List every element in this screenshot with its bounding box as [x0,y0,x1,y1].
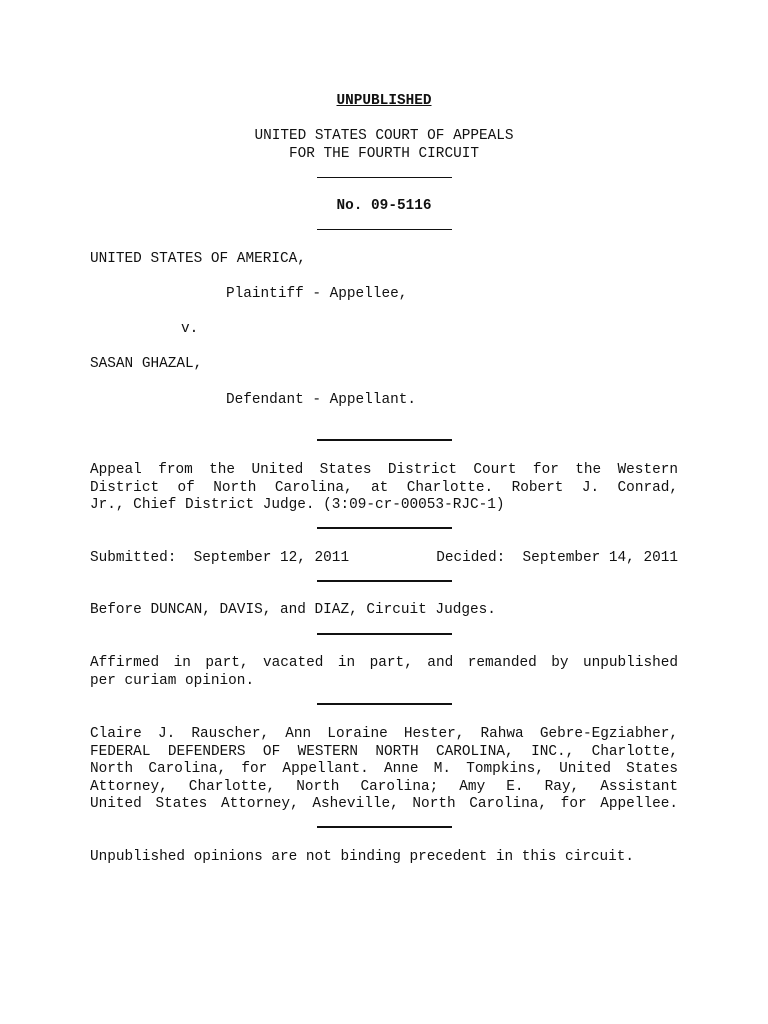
counsel-line: United States Attorney, Asheville, North Carolina, for Appellee. [90,796,678,813]
appeal-line: Appeal from the United States District Court for the Western [90,462,678,478]
divider-rule [317,177,452,178]
counsel-line: FEDERAL DEFENDERS OF WESTERN NORTH CAROLINA, INC., Charlotte, [90,743,678,760]
court-name-line1: UNITED STATES COURT OF APPEALS [254,128,514,144]
counsel-line: North Carolina, for Appellant. Anne M. Tompkins, United States [90,761,678,778]
case-number: No. 09-5116 [336,198,432,214]
dates-row [90,550,678,568]
disposition-line: per curiam opinion. [90,672,255,689]
plaintiff-name: UNITED STATES OF AMERICA, [90,251,306,267]
divider-rule [317,229,452,230]
appeal-line: Jr., Chief District Judge. (3:09-cr-00053-RJC-1) [90,497,505,514]
counsel-line: Attorney, Charlotte, North Carolina; Amy E. Ray, Assistant [90,778,678,795]
court-name-line2: FOR THE FOURTH CIRCUIT [289,146,479,162]
appeal-line: District of North Carolina, at Charlotte. Robert J. Conrad, [90,479,678,496]
divider-rule [317,580,452,582]
precedent-notice: Unpublished opinions are not binding precedent in this circuit. [90,849,635,865]
divider-rule [317,439,452,441]
counsel-line: Claire J. Rauscher, Ann Loraine Hester, Rahwa Gebre-Egziabher, [90,726,678,742]
submitted-date: Submitted: September 12, 2011 [90,550,350,566]
decided-date: Decided: September 14, 2011 [436,550,678,566]
counsel-paragraph [90,726,678,814]
plaintiff-role: Plaintiff - Appellee, [226,286,408,302]
versus-label: v. [181,321,199,337]
unpublished-heading: UNPUBLISHED [336,93,432,109]
divider-rule [317,527,452,529]
divider-rule [317,703,452,705]
divider-rule [317,826,452,828]
defendant-role: Defendant - Appellant. [226,392,416,408]
appeal-paragraph [90,462,678,515]
divider-rule [317,633,452,635]
defendant-name: SASAN GHAZAL, [90,356,203,372]
disposition-line: Affirmed in part, vacated in part, and remanded by unpublished [90,655,678,671]
panel-judges: Before DUNCAN, DAVIS, and DIAZ, Circuit Judges. [90,602,496,618]
disposition-paragraph [90,655,678,690]
